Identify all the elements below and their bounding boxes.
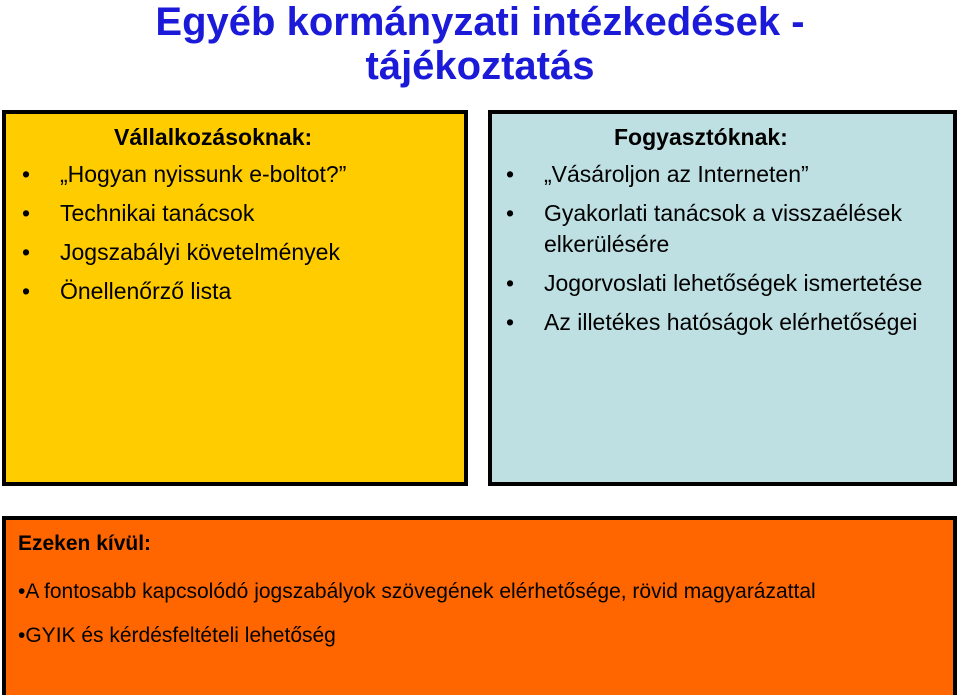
list-item bbox=[22, 198, 462, 229]
slide-title-line-1: Egyéb kormányzati intézkedések - bbox=[155, 0, 805, 44]
bullet-icon: • bbox=[22, 278, 31, 304]
list-item bbox=[506, 159, 946, 190]
other-item-1: •A fontosabb kapcsolódó jogszabályok szövegének elérhetősége, rövid magyarázattal bbox=[18, 580, 816, 603]
slide-title bbox=[40, 0, 920, 88]
list-item bbox=[506, 198, 946, 260]
businesses-panel bbox=[2, 110, 468, 486]
businesses-item-4: Önellenőrző lista bbox=[60, 278, 232, 304]
businesses-item-1: „Hogyan nyissunk e-boltot?” bbox=[60, 161, 347, 187]
consumers-list bbox=[506, 159, 946, 346]
businesses-heading: Vállalkozásoknak: bbox=[114, 124, 313, 150]
businesses-list bbox=[22, 159, 462, 315]
list-item bbox=[22, 237, 462, 268]
consumers-item-3: Jogorvoslati lehetőségek ismertetése bbox=[544, 270, 923, 296]
slide-title-line-2: tájékoztatás bbox=[365, 44, 595, 88]
bullet-icon: • bbox=[22, 239, 31, 265]
consumers-item-2: Gyakorlati tanácsok a visszaélések elkerülésére bbox=[544, 200, 902, 257]
businesses-item-2: Technikai tanácsok bbox=[60, 200, 255, 226]
bullet-icon: • bbox=[22, 200, 31, 226]
list-item bbox=[506, 268, 946, 299]
other-measures-panel bbox=[2, 516, 957, 695]
consumers-panel bbox=[488, 110, 957, 486]
consumers-heading: Fogyasztóknak: bbox=[614, 124, 788, 150]
bullet-icon: • bbox=[506, 309, 515, 335]
bullet-icon: • bbox=[506, 161, 515, 187]
consumers-item-4: Az illetékes hatóságok elérhetőségei bbox=[544, 309, 918, 335]
businesses-item-3: Jogszabályi követelmények bbox=[60, 239, 340, 265]
other-heading: Ezeken kívül: bbox=[18, 532, 152, 555]
bullet-icon: • bbox=[506, 270, 515, 296]
list-item bbox=[22, 276, 462, 307]
list-item bbox=[506, 307, 946, 338]
consumers-item-1: „Vásároljon az Interneten” bbox=[544, 161, 809, 187]
bullet-icon: • bbox=[22, 161, 31, 187]
bullet-icon: • bbox=[506, 200, 515, 226]
other-item-2: •GYIK és kérdésfeltételi lehetőség bbox=[18, 624, 336, 647]
list-item bbox=[22, 159, 462, 190]
other-list bbox=[18, 576, 938, 664]
